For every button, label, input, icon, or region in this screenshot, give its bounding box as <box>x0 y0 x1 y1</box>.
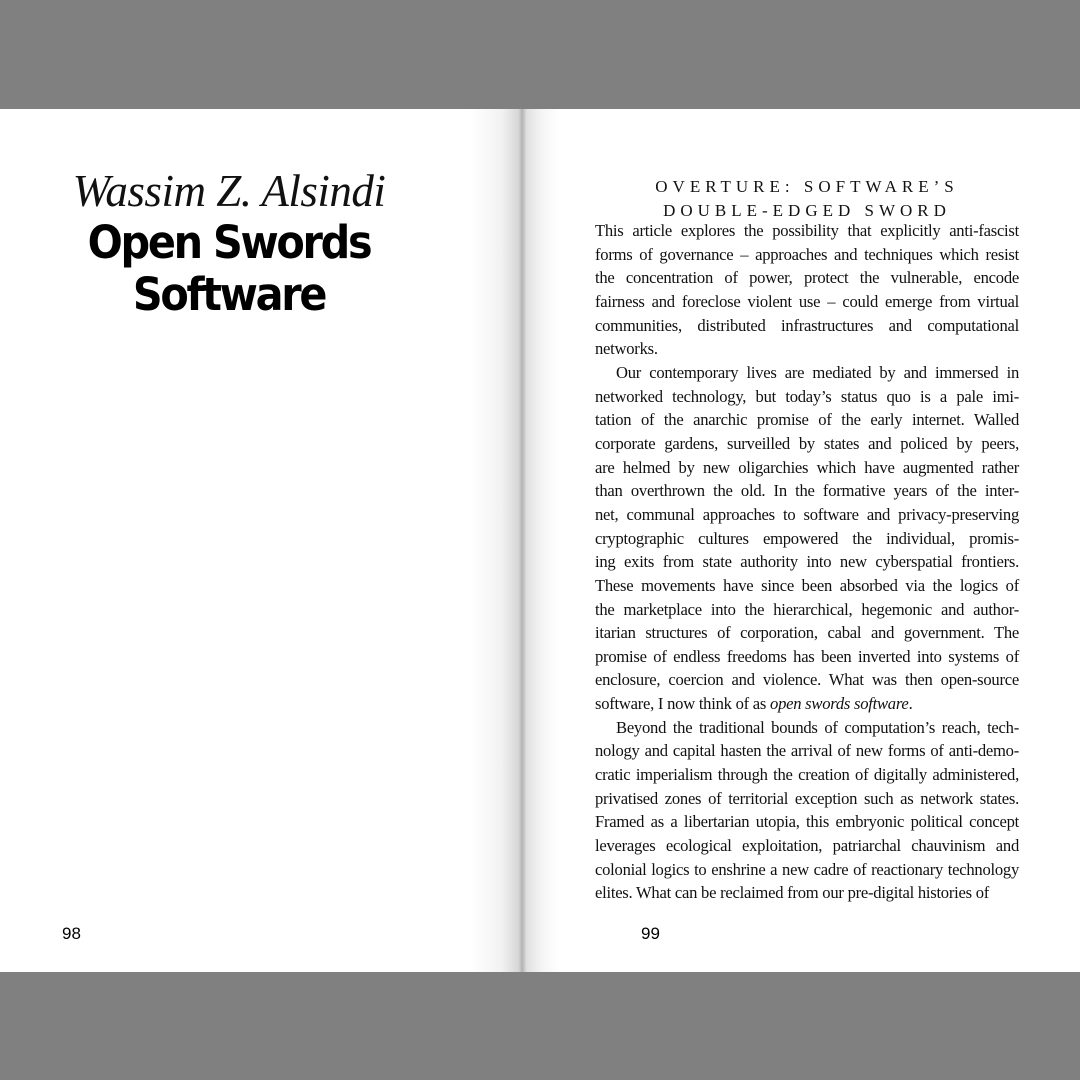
text-line: enclosure, coercion and violence. What was then open-source <box>595 670 1019 690</box>
text-fragment: software, I now think of as <box>595 694 771 714</box>
text-line: networked technology, but today’s status quo is a pale imi- <box>595 386 1019 406</box>
text-line <box>595 692 1019 716</box>
book-gutter-shadow <box>470 109 560 972</box>
emphasized-phrase: open swords software <box>770 694 909 714</box>
page-number-right: 99 <box>641 924 660 943</box>
paragraph <box>595 361 1019 716</box>
text-line: cratic imperialism through the creation of digitally administered, <box>595 765 1019 785</box>
right-page <box>520 109 1080 972</box>
text-line: itarian structures of corporation, cabal and government. The <box>595 623 1019 643</box>
text-line: net, communal approaches to software and privacy-preserving <box>595 504 1019 524</box>
body-text <box>595 219 1019 905</box>
text-line: corporate gardens, surveilled by states and policed by peers, <box>595 433 1019 453</box>
text-line: promise of endless freedoms has been inverted into systems of <box>595 646 1019 666</box>
book-spread <box>0 109 1080 972</box>
text-line: than overthrown the old. In the formative years of the inter- <box>595 481 1019 501</box>
text-line: networks. <box>595 339 658 359</box>
text-line: These movements have since been absorbed via the logics of <box>595 575 1019 595</box>
title-line: Open Swords <box>87 216 371 269</box>
text-line: Framed as a libertarian utopia, this embryonic political concept <box>595 812 1019 832</box>
text-line: the marketplace into the hierarchical, hegemonic and author- <box>595 599 1019 619</box>
heading-line: OVERTURE: SOFTWARE’S <box>655 177 959 196</box>
heading-line: DOUBLE-EDGED SWORD <box>663 201 951 220</box>
paragraph <box>595 219 1019 361</box>
article-title <box>18 217 439 321</box>
text-line: Our contemporary lives are mediated by and immersed in <box>616 362 1019 382</box>
author-name: Wassim Z. Alsindi <box>72 166 386 216</box>
text-line: elites. What can be reclaimed from our pre-digital histories of <box>595 883 990 903</box>
text-line: are helmed by new oligarchies which have augmented rather <box>595 457 1019 477</box>
paragraph <box>595 716 1019 905</box>
text-line: colonial logics to enshrine a new cadre of reactionary technology <box>595 859 1019 879</box>
text-line: privatised zones of territorial exception such as network states. <box>595 788 1019 808</box>
text-line: fairness and foreclose violent use – could emerge from virtual <box>595 291 1019 311</box>
text-line: leverages ecological exploitation, patriarchal chauvinism and <box>595 836 1019 856</box>
title-line: Software <box>132 268 326 321</box>
text-line: forms of governance – approaches and techniques which resist <box>595 244 1019 264</box>
text-line: This article explores the possibility that explicitly anti-fascist <box>595 221 1019 240</box>
section-heading <box>595 175 1019 223</box>
text-line: ing exits from state authority into new cyberspatial frontiers. <box>595 552 1019 572</box>
text-line: the concentration of power, protect the vulnerable, encode <box>595 268 1019 288</box>
text-fragment: . <box>908 694 913 714</box>
page-number-left: 98 <box>62 924 81 943</box>
left-page <box>0 109 515 972</box>
text-line: Beyond the traditional bounds of computation’s reach, tech- <box>616 717 1019 737</box>
text-line: tation of the anarchic promise of the early internet. Walled <box>595 410 1019 430</box>
text-line: cryptographic cultures empowered the individual, promis- <box>595 528 1019 548</box>
text-line: nology and capital hasten the arrival of new forms of anti-demo- <box>595 741 1019 761</box>
text-line: communities, distributed infrastructures and computational <box>595 315 1019 335</box>
